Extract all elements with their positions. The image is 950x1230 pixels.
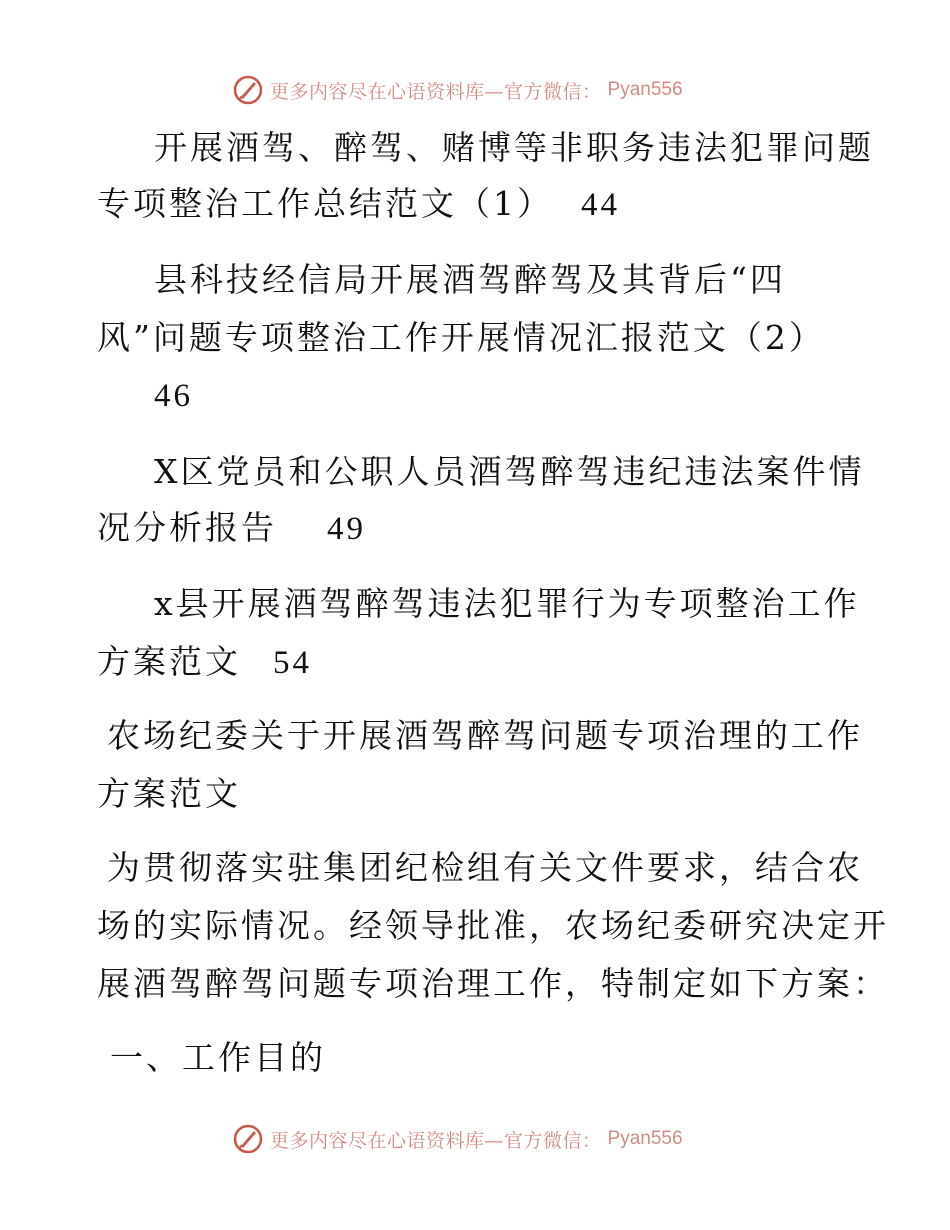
toc-entry-1-line-2 [97, 184, 620, 225]
watermark-wechat-id: Pyan556 [607, 79, 683, 100]
watermark-wechat-id: Pyan556 [607, 1128, 683, 1149]
toc-entry-1-title-end: 专项整治工作总结范文（1） [97, 184, 553, 223]
header-watermark [232, 73, 683, 107]
toc-entry-2-line-1: 县科技经信局开展酒驾醉驾及其背后“四 [154, 260, 786, 299]
quill-logo-icon [232, 74, 264, 106]
section-heading: 一、工作目的 [110, 1038, 326, 1077]
toc-entry-2-page: 46 [154, 378, 193, 414]
toc-entry-2-line-2: 风”问题专项整治工作开展情况汇报范文（2） [97, 318, 825, 357]
document-title-line-2: 方案范文 [97, 774, 241, 813]
paragraph-line-1: 为贯彻落实驻集团纪检组有关文件要求，结合农 [107, 848, 863, 887]
paragraph-line-2: 场的实际情况。经领导批准，农场纪委研究决定开 [97, 906, 889, 945]
toc-entry-1-page: 44 [581, 187, 620, 223]
toc-entry-4-page: 54 [273, 645, 312, 681]
footer-watermark [232, 1122, 683, 1156]
toc-entry-3-title-end: 况分析报告 [97, 508, 277, 547]
watermark-text: 更多内容尽在心语资料库—官方微信： [270, 1129, 602, 1152]
toc-entry-3-line-1: X区党员和公职人员酒驾醉驾违纪违法案件情 [154, 452, 865, 491]
toc-entry-4-line-1: x县开展酒驾醉驾违法犯罪行为专项整治工作 [154, 584, 860, 623]
quill-logo-icon [232, 1123, 264, 1155]
paragraph-line-3: 展酒驾醉驾问题专项治理工作，特制定如下方案： [97, 964, 889, 1003]
toc-entry-1-line-1: 开展酒驾、醉驾、赌博等非职务违法犯罪问题 [154, 128, 874, 167]
watermark-text: 更多内容尽在心语资料库—官方微信： [270, 80, 602, 103]
toc-entry-3-line-2 [97, 508, 366, 549]
toc-entry-3-page: 49 [327, 511, 366, 547]
toc-entry-4-line-2 [97, 642, 312, 683]
toc-entry-4-title-end: 方案范文 [97, 642, 241, 681]
document-title-line-1: 农场纪委关于开展酒驾醉驾问题专项治理的工作 [107, 716, 863, 755]
